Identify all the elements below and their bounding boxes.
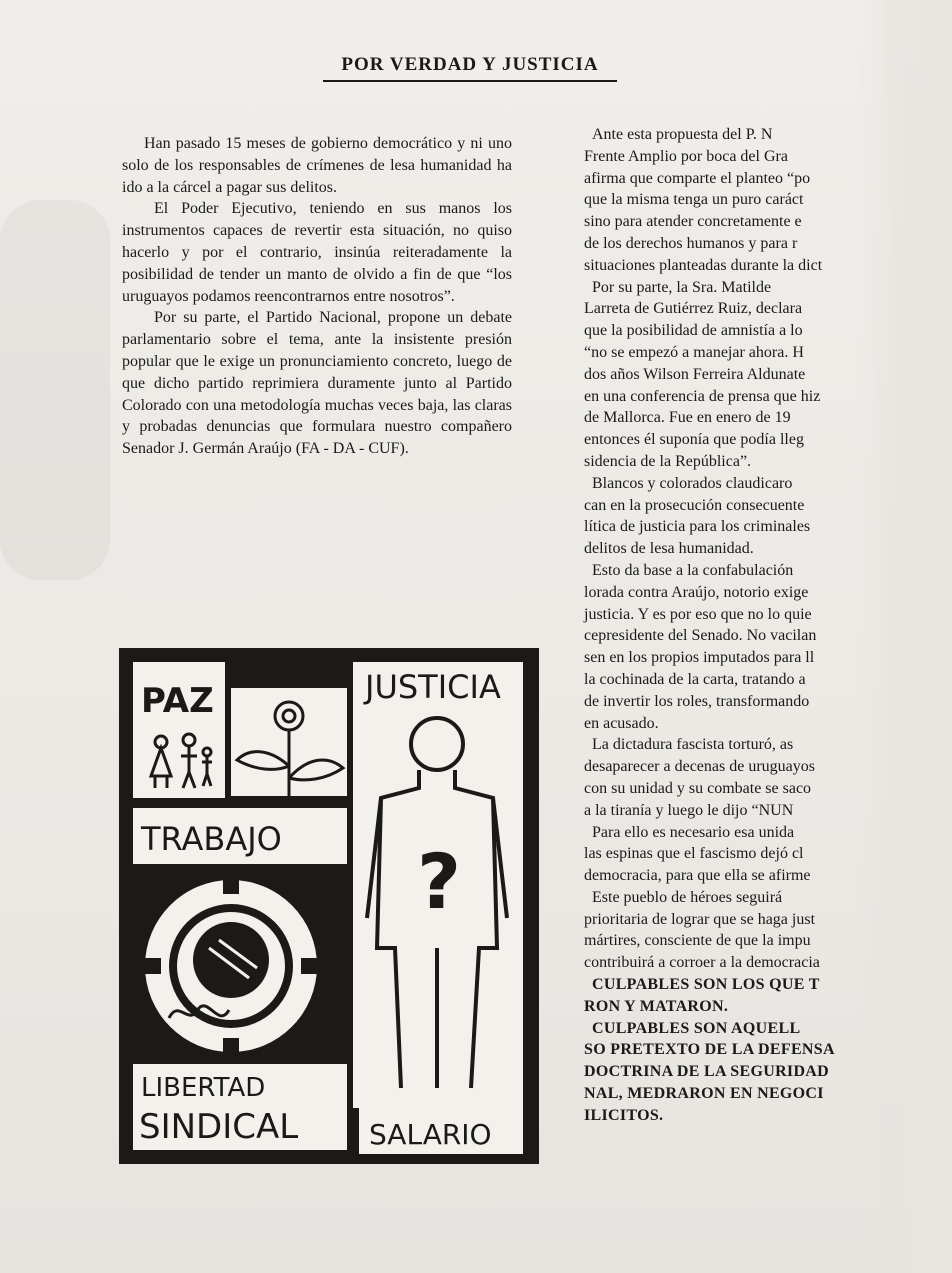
text-line: Esto da base a la confabulación bbox=[592, 561, 794, 579]
text-line: SO PRETEXTO DE LA DEFENSA bbox=[584, 1041, 835, 1059]
right-column bbox=[552, 124, 857, 1127]
paragraph bbox=[552, 277, 857, 473]
bleed-through-shadow: ​ bbox=[630, 32, 650, 166]
text-line: delitos de lesa humanidad. bbox=[584, 540, 754, 558]
text-line: las espinas que el fascismo dejó cl bbox=[584, 845, 804, 863]
text-line: prioritaria de lograr que se haga just bbox=[584, 910, 816, 928]
paz-label: PAZ bbox=[141, 681, 214, 721]
text-line: RON Y MATARON. bbox=[584, 997, 729, 1015]
text-line: de Mallorca. Fue en enero de 19 bbox=[584, 409, 791, 427]
text-line: entonces él suponía que podía lleg bbox=[584, 431, 804, 449]
text-line: de invertir los roles, transformando bbox=[584, 692, 810, 710]
paragraph: Por su parte, el Partido Nacional, propone un debate parlamentario sobre el tema, ante la insistente presión popular que le exige un pronunciamiento concreto, luego de que dicho partido reprimiera duramente junto al Partido Colorado con una metodología muchas veces baja, las claras y probadas denuncias que formulara nuestro compañero Senador J. Germán Araújo (FA - DA - CUF). bbox=[122, 309, 512, 458]
text-line: la cochinada de la carta, tratando a bbox=[584, 670, 806, 688]
text-line: Por su parte, la Sra. Matilde bbox=[592, 278, 772, 296]
paragraph: Han pasado 15 meses de gobierno democrático y ni uno solo de los responsables de crímenes de lesa humanidad ha ido a la cárcel a pagar sus delitos. bbox=[122, 135, 512, 196]
text-line: sino para atender concretamente e bbox=[584, 213, 802, 231]
text-line: situaciones planteadas durante la dict bbox=[584, 256, 823, 274]
text-line: desaparecer a decenas de uruguayos bbox=[584, 758, 815, 776]
text-line: CULPABLES SON LOS QUE T bbox=[592, 976, 820, 994]
text-line: de los derechos humanos y para r bbox=[584, 234, 798, 252]
text-line: dos años Wilson Ferreira Aldunate bbox=[584, 365, 806, 383]
text-line: sen en los propios imputados para ll bbox=[584, 649, 815, 667]
left-column bbox=[122, 133, 512, 460]
text-line: afirma que comparte el planteo “po bbox=[584, 169, 811, 187]
text-line: Ante esta propuesta del P. N bbox=[592, 126, 773, 143]
text-line: con su unidad y su combate se saco bbox=[584, 779, 812, 797]
text-line: que la posibilidad de amnistía a lo bbox=[584, 322, 803, 340]
text-line: democracia, para que ella se afirme bbox=[584, 867, 811, 885]
text-line: a la tiranía y luego le dijo “NUN bbox=[584, 801, 794, 819]
text-line: ILICITOS. bbox=[584, 1106, 664, 1124]
text-line: sidencia de la República”. bbox=[584, 452, 752, 470]
libertad-label: LIBERTAD bbox=[141, 1073, 266, 1103]
text-line: La dictadura fascista torturó, as bbox=[592, 736, 794, 754]
text-line: lorada contra Araújo, notorio exige bbox=[584, 583, 809, 601]
paragraph bbox=[552, 734, 857, 821]
text-line: Blancos y colorados claudicaro bbox=[592, 474, 793, 492]
page-title: POR VERDAD Y JUSTICIA bbox=[323, 54, 617, 82]
text-line: “no se empezó a manejar ahora. H bbox=[584, 343, 804, 361]
bleed-through-shadow-2 bbox=[0, 200, 110, 580]
text-line: justicia. Y es por eso que no lo quie bbox=[584, 605, 812, 623]
text-line: NAL, MEDRARON EN NEGOCI bbox=[584, 1085, 824, 1103]
paragraph bbox=[552, 822, 857, 887]
text-line: lítica de justicia para los criminales bbox=[584, 518, 811, 536]
illustration bbox=[119, 648, 539, 1164]
question-mark: ? bbox=[417, 837, 462, 926]
text-line: en una conferencia de prensa que hiz bbox=[584, 387, 821, 405]
closing-statement bbox=[552, 1018, 857, 1127]
sindical-label: SINDICAL bbox=[139, 1107, 299, 1147]
text-line: Este pueblo de héroes seguirá bbox=[592, 888, 783, 906]
closing-statement bbox=[552, 974, 857, 1018]
paragraph bbox=[552, 473, 857, 560]
page-edge-fade bbox=[857, 0, 952, 1273]
text-line: cepresidente del Senado. No vacilan bbox=[584, 627, 817, 645]
text-line: can en la prosecución consecuente bbox=[584, 496, 805, 514]
text-line: Frente Amplio por boca del Gra bbox=[584, 147, 788, 165]
text-line: Larreta de Gutiérrez Ruiz, declara bbox=[584, 300, 803, 318]
paragraph bbox=[552, 887, 857, 974]
paragraph: El Poder Ejecutivo, teniendo en sus manos los instrumentos capaces de revertir esta situación, no quiso hacerlo y por el contrario, insinúa reiteradamente la posibilidad de tender un manto de olvido a fin de que “los uruguayos podamos reencontrarnos entre nosotros”. bbox=[122, 200, 512, 305]
trabajo-label: TRABAJO bbox=[141, 820, 282, 858]
text-line: DOCTRINA DE LA SEGURIDAD bbox=[584, 1063, 830, 1081]
text-line: en acusado. bbox=[584, 714, 659, 732]
salario-label: SALARIO bbox=[369, 1118, 492, 1151]
text-line: contribuirá a corroer a la democracia bbox=[584, 954, 820, 972]
text-line: mártires, consciente de que la impu bbox=[584, 932, 811, 950]
justicia-label: JUSTICIA bbox=[365, 668, 501, 706]
text-line: que la misma tenga un puro caráct bbox=[584, 191, 804, 209]
paragraph bbox=[552, 560, 857, 734]
text-line: CULPABLES SON AQUELL bbox=[592, 1019, 801, 1037]
paragraph bbox=[552, 124, 857, 277]
text-line: Para ello es necesario esa unida bbox=[592, 823, 795, 841]
